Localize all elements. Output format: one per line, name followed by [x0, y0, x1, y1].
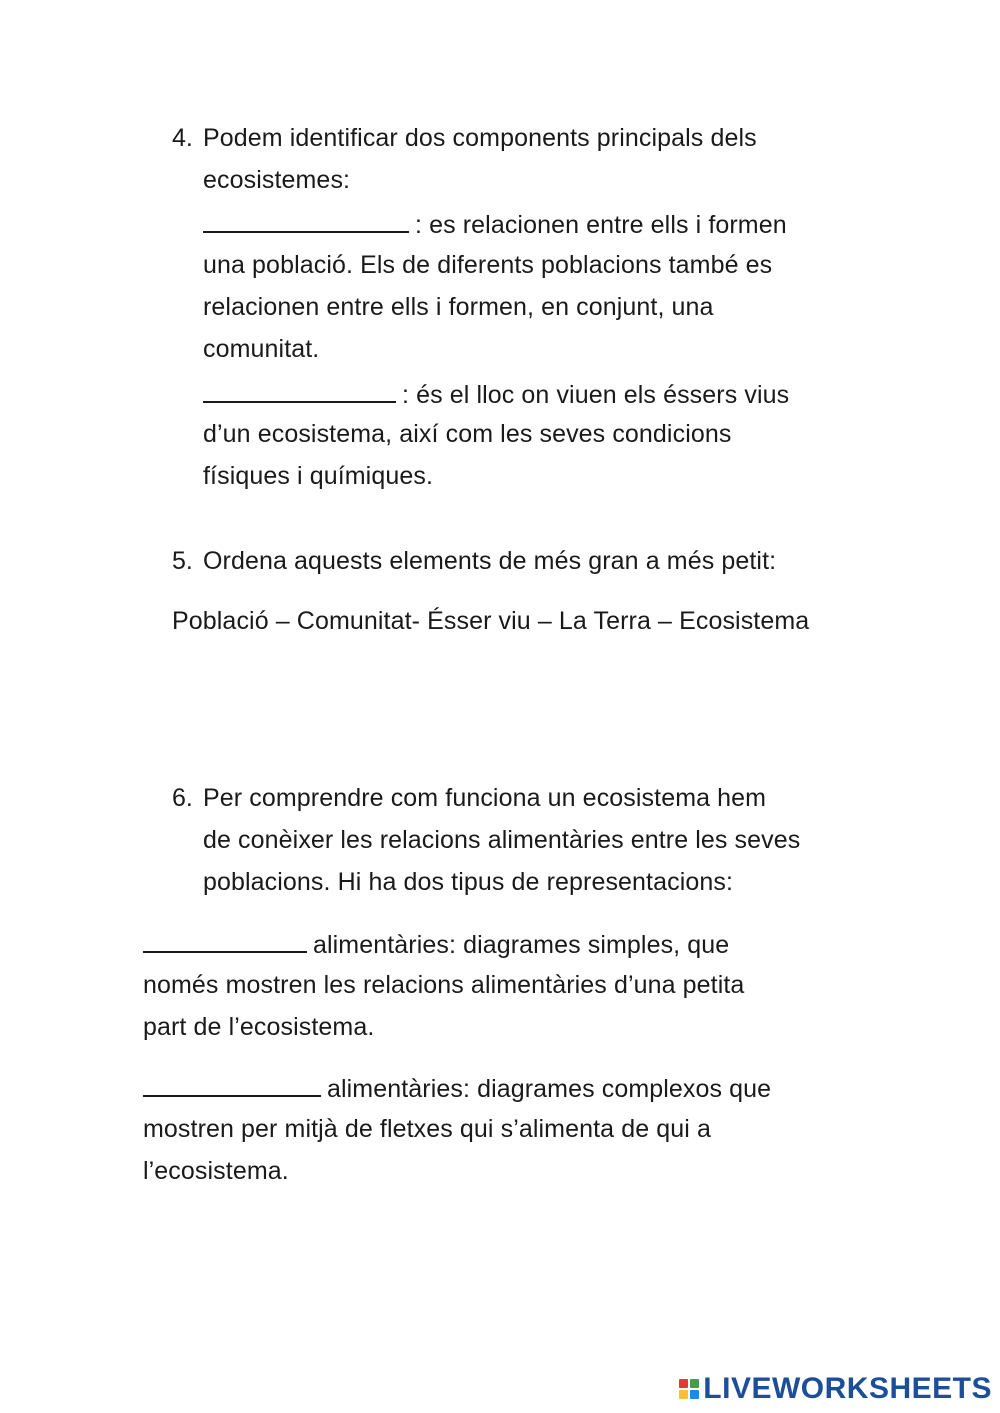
liveworksheets-logo	[679, 1371, 992, 1407]
question-6-blank-2-text: alimentàries: diagrames complexos que	[327, 1075, 772, 1103]
question-4-blank-1-text: : es relacionen entre ells i formen	[415, 211, 787, 239]
question-4-number: 4.	[172, 124, 193, 152]
question-6-line: l’ecosistema.	[143, 1157, 289, 1185]
question-4-line: físiques i químiques.	[203, 462, 433, 490]
question-4-blank-2-text: : és el lloc on viuen els éssers vius	[402, 381, 790, 409]
question-5-number: 5.	[172, 547, 193, 575]
answer-blank-4[interactable]	[143, 1065, 321, 1097]
question-6-line: poblacions. Hi ha dos tipus de representacions:	[203, 868, 734, 896]
question-6-line: només mostren les relacions alimentàries d’una petita	[143, 971, 745, 999]
liveworksheets-logo-icon	[679, 1379, 699, 1399]
logo-square-yellow	[679, 1390, 688, 1399]
question-4-blank-2-row	[203, 371, 789, 416]
question-4-line: ecosistemes:	[203, 166, 351, 194]
question-6-blank-1-row	[143, 921, 729, 966]
question-4-line: una població. Els de diferents poblacions també es	[203, 251, 773, 279]
logo-square-blue	[690, 1390, 699, 1399]
question-5-elements: Població – Comunitat- Ésser viu – La Terra – Ecosistema	[172, 607, 810, 635]
logo-square-red	[679, 1379, 688, 1388]
question-6-blank-2-row	[143, 1065, 771, 1110]
answer-blank-3[interactable]	[143, 921, 307, 953]
logo-square-green	[690, 1379, 699, 1388]
question-4-line: d’un ecosistema, així com les seves condicions	[203, 420, 732, 448]
liveworksheets-logo-text: LIVEWORKSHEETS	[703, 1372, 992, 1405]
question-5-prompt: Ordena aquests elements de més gran a més petit:	[203, 547, 777, 575]
answer-blank-2[interactable]	[203, 371, 396, 403]
question-6-line: mostren per mitjà de fletxes qui s’alimenta de qui a	[143, 1115, 711, 1143]
question-6-line: de conèixer les relacions alimentàries entre les seves	[203, 826, 801, 854]
question-6-line: Per comprendre com funciona un ecosistema hem	[203, 784, 767, 812]
question-4-line: comunitat.	[203, 335, 320, 363]
question-4-line: relacionen entre ells i formen, en conjunt, una	[203, 293, 714, 321]
question-4-blank-1-row	[203, 201, 787, 246]
question-6-line: part de l’ecosistema.	[143, 1013, 375, 1041]
question-6-number: 6.	[172, 784, 193, 812]
question-6-blank-1-text: alimentàries: diagrames simples, que	[313, 931, 730, 959]
answer-blank-1[interactable]	[203, 201, 409, 233]
question-4-line: Podem identificar dos components principals dels	[203, 124, 757, 152]
